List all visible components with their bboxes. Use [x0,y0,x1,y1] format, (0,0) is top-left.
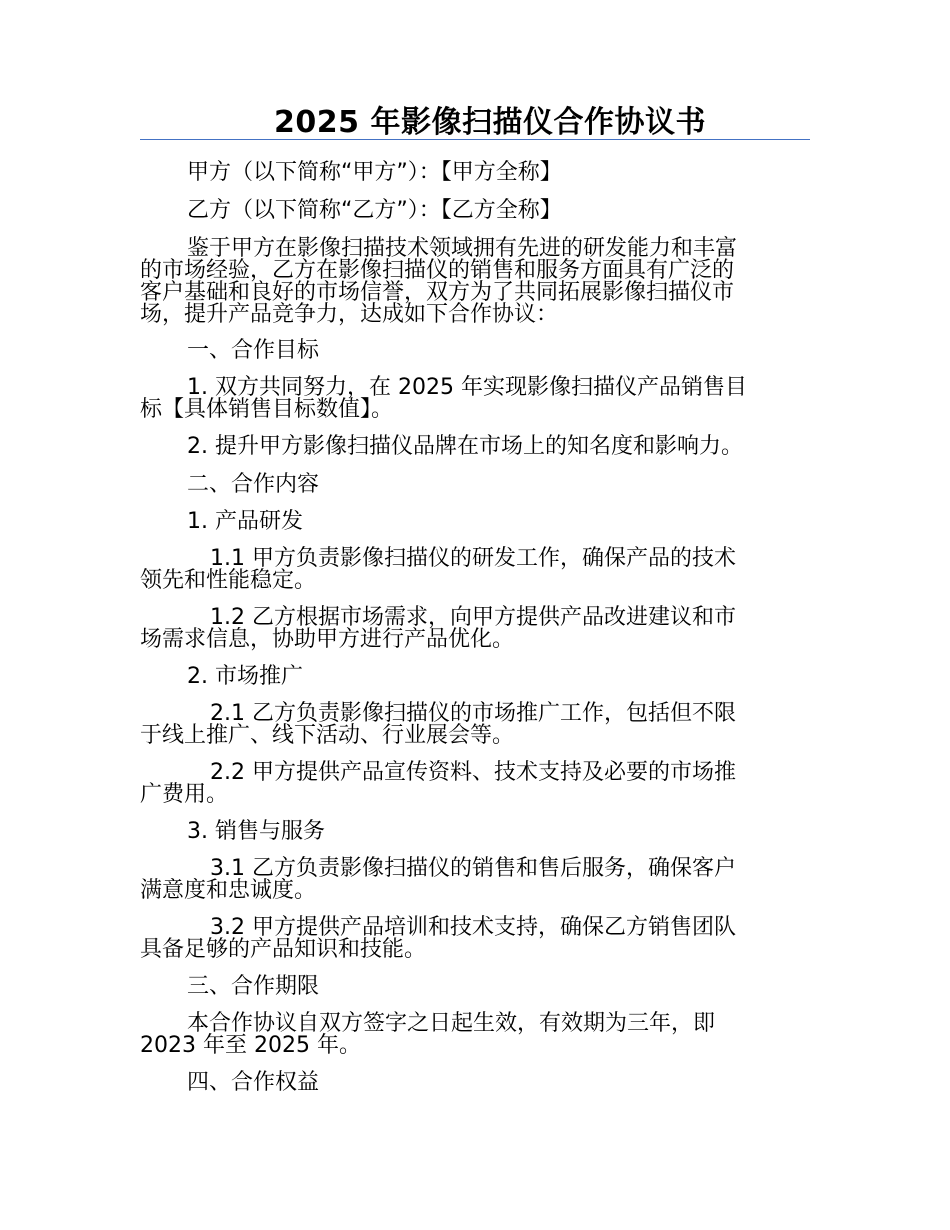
goal-item-1: 1. 双方共同努力，在 2025 年实现影像扫描仪产品销售目 标【具体销售目标数值】。 [140,375,747,422]
clause-2-1: 2.1 乙方负责影像扫描仪的市场推广工作，包括但不限 于线上推广、线下活动、行业展会等。 [140,701,736,748]
clause-2-2: 2.2 甲方提供产品宣传资料、技术支持及必要的市场推 广费用。 [140,760,736,807]
clause-3-1: 3.1 乙方负责影像扫描仪的销售和售后服务，确保客户 满意度和忠诚度。 [140,856,736,903]
party-b-line: 乙方（以下简称“乙方”）：【乙方全称】 [187,198,562,223]
section-heading-rights: 四、合作权益 [187,1070,320,1095]
subsection-rd: 1. 产品研发 [187,509,303,534]
title-underline [140,139,810,140]
term-paragraph: 本合作协议自双方签字之日起生效，有效期为三年，即 2023 年至 2025 年。 [140,1011,716,1058]
subsection-marketing: 2. 市场推广 [187,664,303,689]
subsection-sales: 3. 销售与服务 [187,819,325,844]
section-heading-content: 二、合作内容 [187,472,320,497]
goal-item-2: 2. 提升甲方影像扫描仪品牌在市场上的知名度和影响力。 [187,434,743,459]
section-heading-term: 三、合作期限 [187,974,320,999]
document-title: 2025 年影像扫描仪合作协议书 [274,105,706,140]
preamble-paragraph: 鉴于甲方在影像扫描技术领域拥有先进的研发能力和丰富 的市场经验，乙方在影像扫描仪的销售和服务方面具有广泛的 客户基础和良好的市场信誉，双方为了共同拓展影像扫描仪市 场，提升产品竞争力，达成如下合作协议： [140,236,738,327]
party-a-line: 甲方（以下简称“甲方”）：【甲方全称】 [187,160,562,185]
clause-1-2: 1.2 乙方根据市场需求，向甲方提供产品改进建议和市 场需求信息，协助甲方进行产品优化。 [140,605,736,652]
clause-1-1: 1.1 甲方负责影像扫描仪的研发工作，确保产品的技术 领先和性能稳定。 [140,546,736,593]
section-heading-goals: 一、合作目标 [187,338,320,363]
clause-3-2: 3.2 甲方提供产品培训和技术支持，确保乙方销售团队 具备足够的产品知识和技能。 [140,915,736,962]
